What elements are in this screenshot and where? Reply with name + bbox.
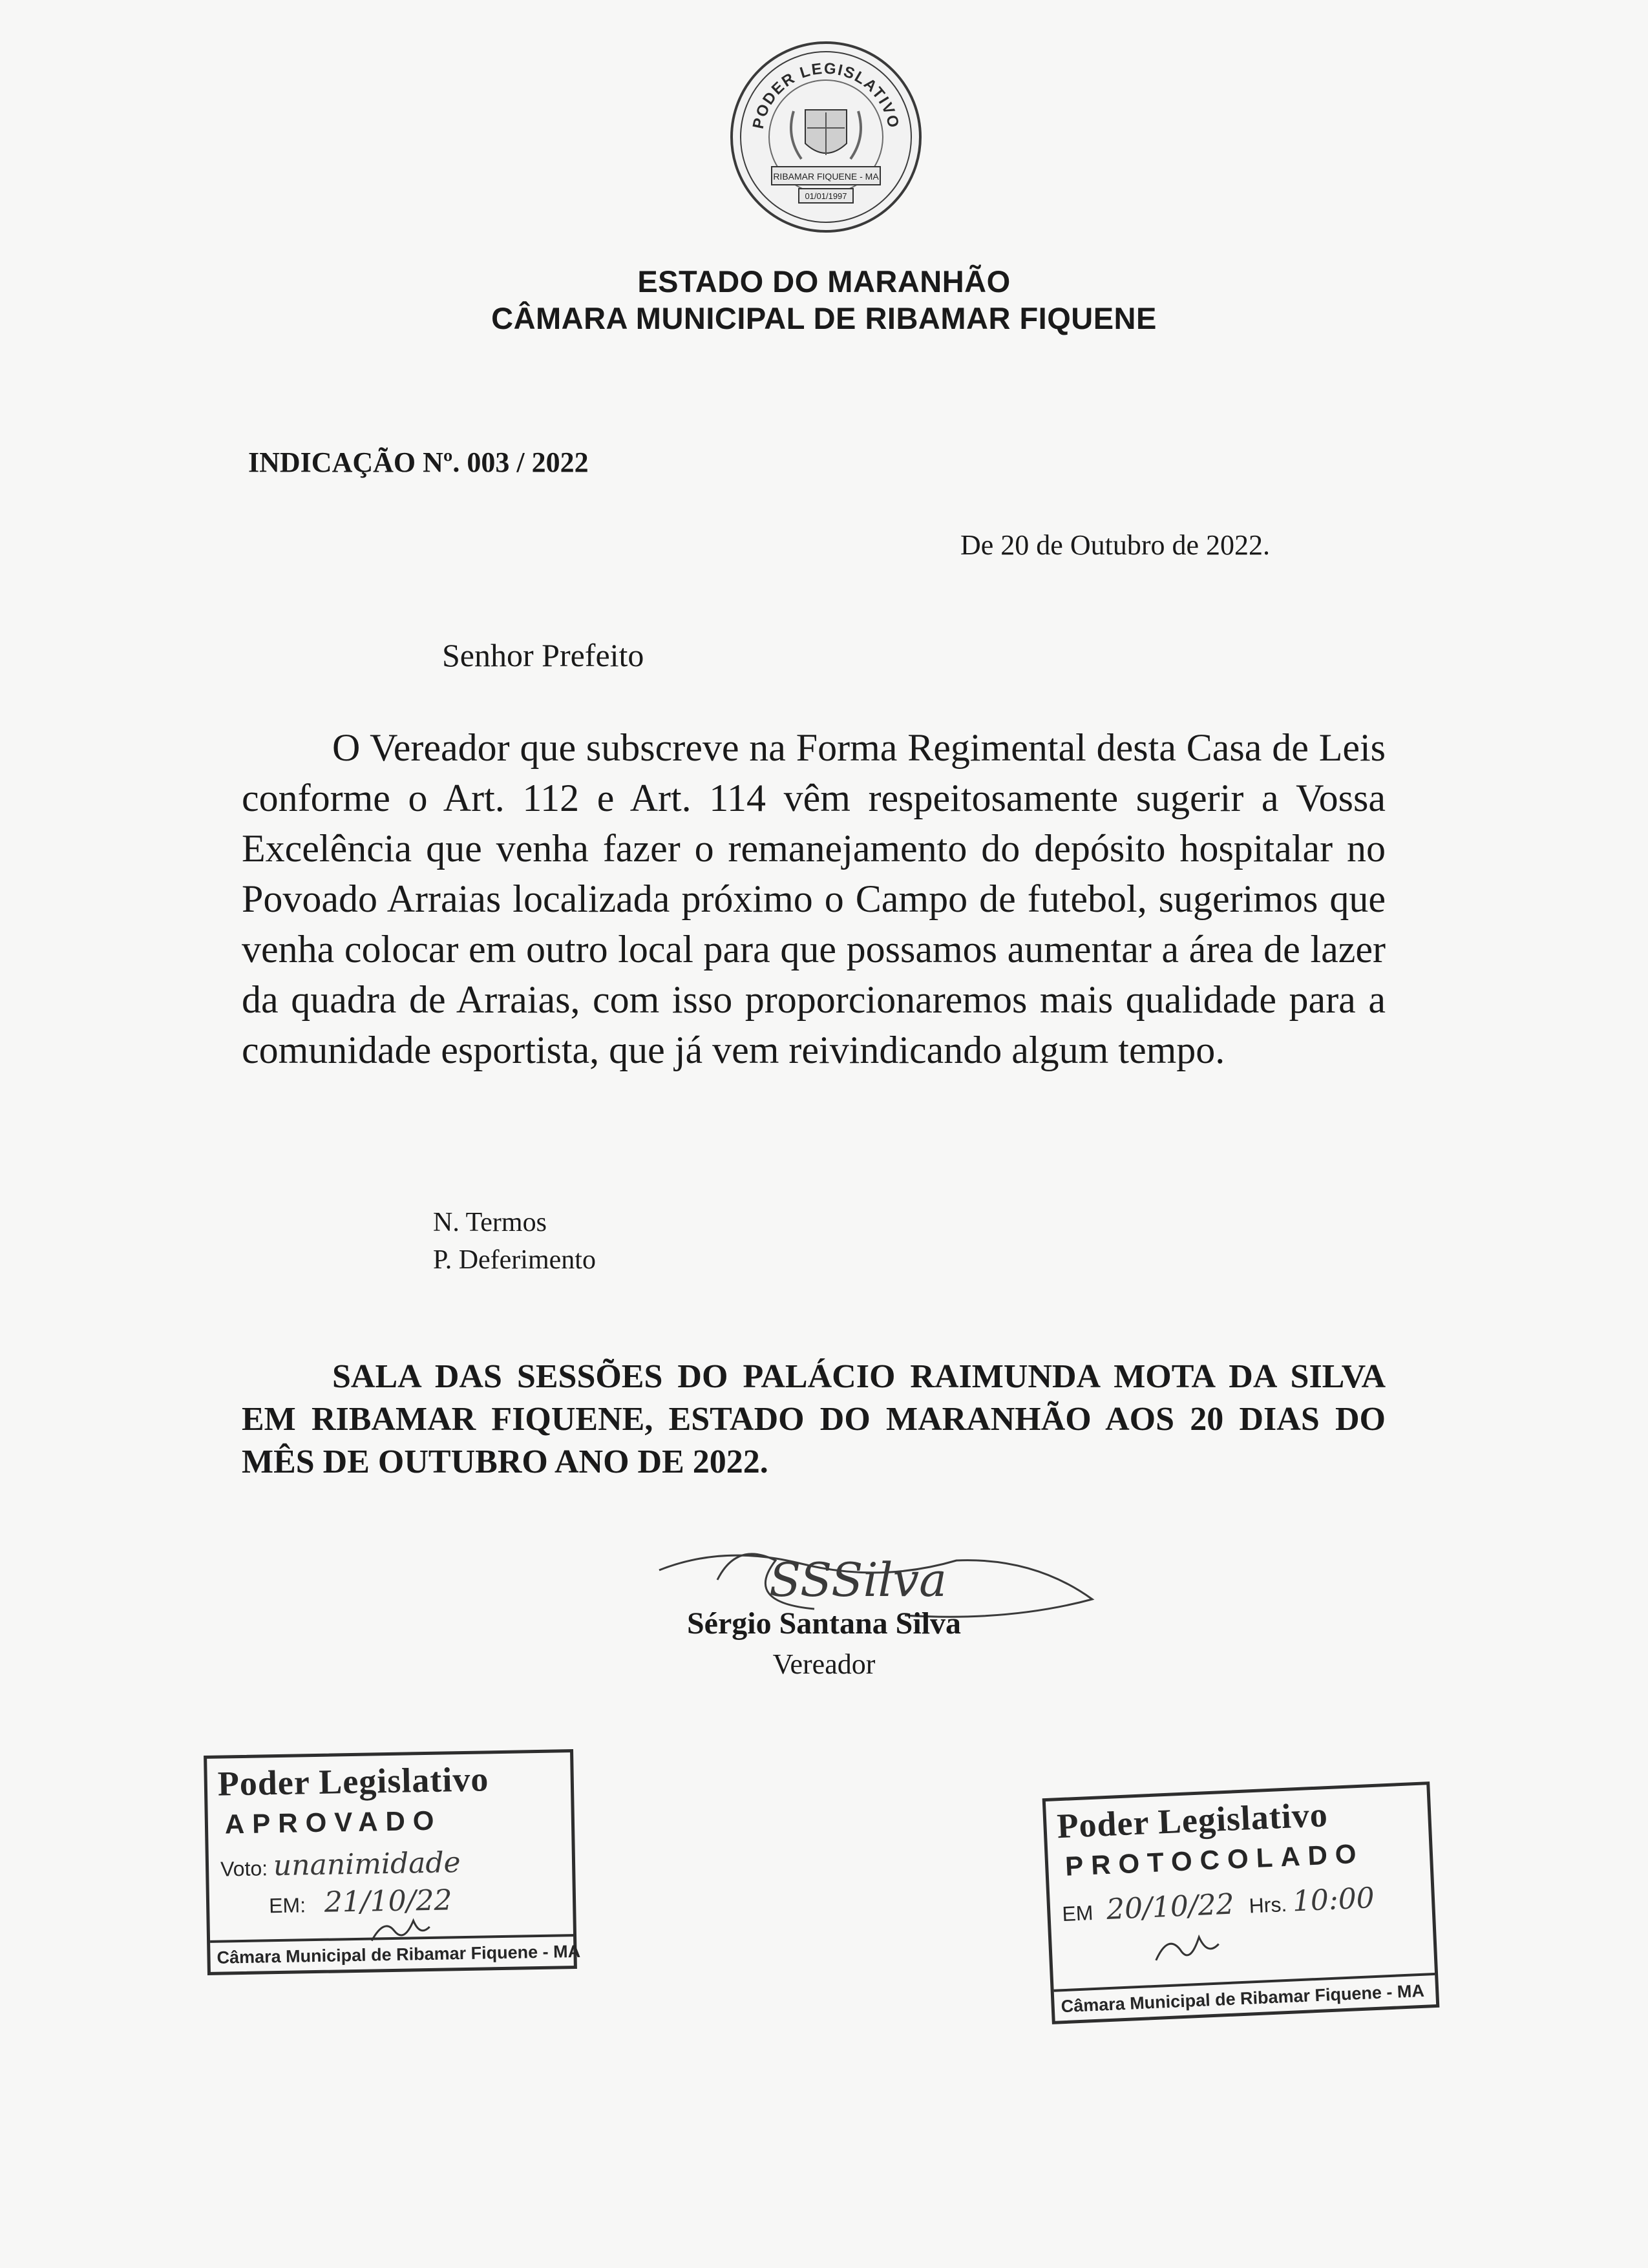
stamp-date-row xyxy=(1061,1882,1375,1928)
approved-stamp xyxy=(204,1749,581,1975)
date-label: EM: xyxy=(268,1893,306,1918)
salutation: Senhor Prefeito xyxy=(442,637,644,673)
stamp-status: PROTOCOLADO xyxy=(1064,1838,1365,1882)
stamp-status: APROVADO xyxy=(224,1805,442,1840)
svg-text:01/01/1997: 01/01/1997 xyxy=(805,191,847,201)
date-label: EM xyxy=(1061,1901,1094,1926)
vote-label: Voto: xyxy=(220,1856,268,1881)
signatory-name: Sérgio Santana Silva xyxy=(686,1606,962,1641)
body-paragraph xyxy=(242,722,1386,1075)
date-value: 20/10/22 xyxy=(1106,1887,1235,1927)
session-text: SALA DAS SESSÕES DO PALÁCIO RAIMUNDA MOTA DA SILVA EM RIBAMAR FIQUENE, ESTADO DO MARANHÃO AOS 20 DIAS DO MÊS DE OUTUBRO ANO DE 2022. xyxy=(242,1358,1386,1480)
stamp-footer: Câmara Municipal de Ribamar Fiquene - MA xyxy=(1054,1973,1437,2021)
hours-value: 10:00 xyxy=(1291,1882,1375,1918)
document-date: De 20 de Outubro de 2022. xyxy=(960,529,1271,561)
vote-value: unanimidade xyxy=(273,1846,461,1883)
body-text: O Vereador que subscreve na Forma Regimental desta Casa de Leis conforme o Art. 112 e Art. 114 vêm respeitosamente sugerir a Vossa Excelência que venha fazer o remanejamento do depósito hospitalar no Povoado Arraias localizada próximo o Campo de futebol, sugerimos que venha colocar em outro local para que possamos aumentar a área de lazer da quadra de Arraias, com isso proporcionaremos mais qualidade para a comunidade esportista, que já vem reivindicando algum tempo. xyxy=(242,726,1386,1071)
stamp-vote-row xyxy=(220,1846,461,1883)
hours-label: Hrs. xyxy=(1248,1892,1287,1918)
protocol-stamp xyxy=(1042,1781,1440,2024)
svg-text:SSSilva: SSSilva xyxy=(769,1553,947,1607)
signatory-role: Vereador xyxy=(772,1648,876,1680)
header-chamber: CÂMARA MUNICIPAL DE RIBAMAR FIQUENE xyxy=(491,301,1157,335)
stamp-rubric xyxy=(1148,1928,1228,1970)
stamp-footer: Câmara Municipal de Ribamar Fiquene - MA xyxy=(210,1934,574,1972)
svg-text:RIBAMAR FIQUENE - MA: RIBAMAR FIQUENE - MA xyxy=(773,171,879,182)
stamp-title: Poder Legislativo xyxy=(217,1759,489,1803)
date-value: 21/10/22 xyxy=(324,1884,452,1919)
closing-deferimento: P. Deferimento xyxy=(433,1245,596,1275)
seal-logo xyxy=(729,40,923,234)
stamp-title: Poder Legislativo xyxy=(1056,1795,1329,1846)
svg-text:PODER LEGISLATIVO: PODER LEGISLATIVO xyxy=(749,59,903,131)
closing-termos: N. Termos xyxy=(433,1208,547,1237)
indication-number: INDICAÇÃO Nº. 003 / 2022 xyxy=(248,446,589,478)
header-state: ESTADO DO MARANHÃO xyxy=(637,264,1011,299)
session-paragraph xyxy=(242,1356,1386,1484)
